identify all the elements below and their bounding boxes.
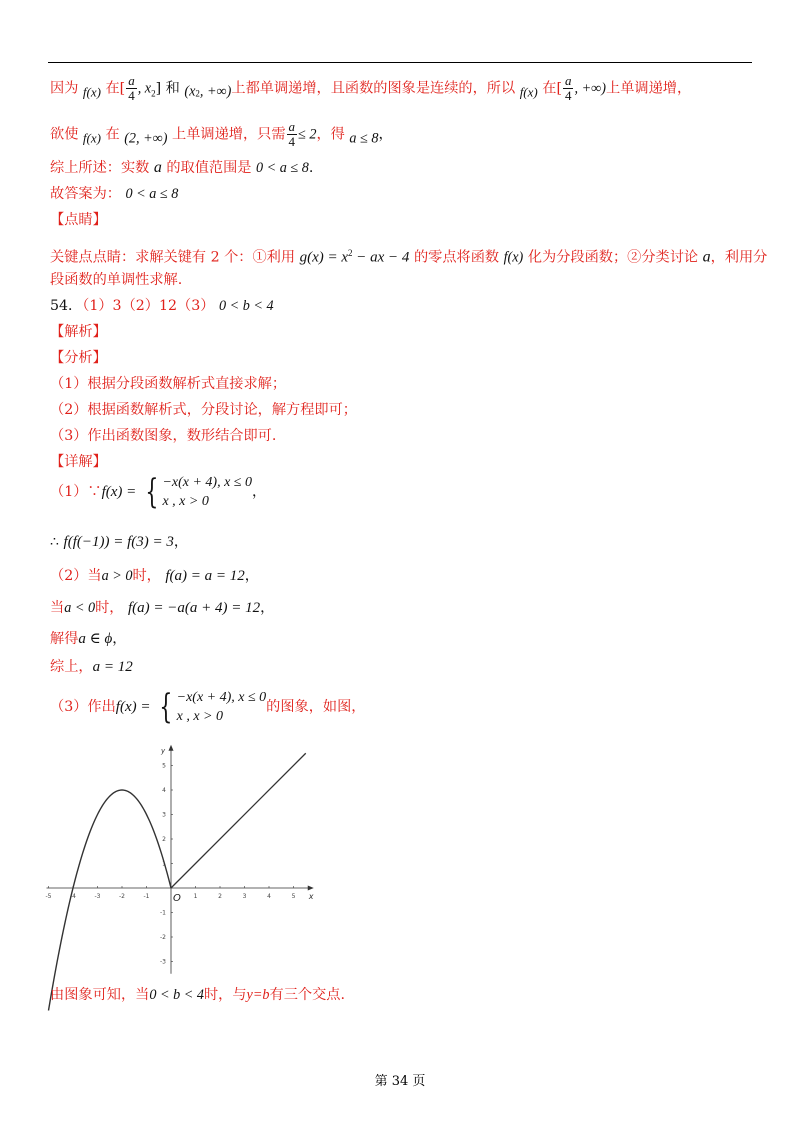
math: a < 0: [64, 600, 96, 616]
prev-line-4: [50, 184, 178, 204]
piecewise-function: { −x(x + 4), x ≤ 0 x , x > 0: [145, 472, 252, 512]
text: 当: [50, 600, 65, 616]
text: 欲使: [50, 126, 79, 143]
math: (x: [184, 83, 196, 100]
section-jiexi: 【解析】: [50, 324, 107, 340]
x-axis-arrow: [308, 886, 314, 891]
math-var: a: [153, 159, 162, 176]
text: ，: [244, 568, 259, 584]
step-1: （1）根据分段函数解析式直接求解；: [50, 376, 287, 392]
text: ，: [112, 631, 127, 647]
math: a ∈ ϕ: [78, 631, 113, 647]
text: .: [308, 160, 314, 176]
text: （2）当: [50, 568, 102, 584]
text: ，: [378, 126, 393, 143]
x-tick-label: 3: [242, 893, 247, 900]
math: g(x) = x: [299, 249, 349, 266]
y-tick-label: 4: [162, 787, 166, 794]
text: 有三个交点.: [269, 987, 345, 1003]
y-tick-label: 1: [162, 860, 166, 868]
math-fx: f(x): [503, 249, 524, 266]
function-graph: [40, 746, 314, 974]
text: （1）∵: [50, 484, 102, 500]
header-rule: [48, 62, 752, 63]
page-number: 第 34 页: [374, 1074, 426, 1089]
text: 时，与: [203, 987, 247, 1003]
text: 在: [105, 126, 120, 143]
prev-line-7: 段函数的单调性求解.: [50, 272, 183, 288]
step-3: （3）作出函数图象，数形结合即可.: [50, 428, 277, 444]
math: − ax − 4: [352, 249, 410, 266]
prev-line-2: [50, 120, 393, 149]
x-tick-label: -1: [143, 893, 150, 900]
text: ∴: [50, 534, 64, 550]
x-tick-label: 4: [267, 893, 271, 900]
math: f(a) = −a(a + 4) = 12: [127, 600, 261, 616]
math: , +∞): [199, 83, 232, 100]
math: 0 < b < 4: [149, 987, 204, 1003]
text: 关键点点睛：求解关键有 2 个：①利用: [50, 249, 296, 266]
origin-label: O: [173, 893, 181, 904]
series-parabola-curve: [49, 790, 172, 1011]
x-tick-label: 5: [291, 893, 296, 900]
text: 在[: [542, 80, 562, 97]
math: y=b: [246, 987, 270, 1003]
x-tick-label: -5: [45, 893, 52, 900]
solution-6: [50, 657, 133, 677]
series-linear-ray: [171, 753, 306, 888]
text: 时，: [95, 600, 124, 616]
x-tick-label: -3: [94, 893, 101, 900]
text: 故答案为：: [50, 186, 121, 202]
text: ] 和: [155, 80, 180, 97]
text: 在[: [105, 80, 126, 97]
answers: （1）3（2）12（3）: [82, 298, 215, 314]
fraction: $\frac{a}{4}$: [564, 73, 572, 103]
math-var: a: [702, 248, 711, 266]
x-tick-label: 2: [218, 893, 222, 900]
solution-2: [50, 532, 188, 552]
piecewise-function: { −x(x + 4), x ≤ 0 x , x > 0: [159, 687, 267, 727]
fraction: $\frac{a}{4}$: [128, 73, 135, 103]
y-tick-label: -2: [160, 934, 166, 941]
text: 的图象，如图，: [266, 699, 366, 715]
math-fx: f(x) =: [101, 484, 137, 500]
text: ，得: [316, 126, 345, 143]
y-axis-arrow: [169, 745, 174, 751]
solution-5: [50, 629, 126, 649]
solution-1: [50, 473, 266, 511]
text: 综上，: [50, 659, 93, 675]
text: 由图象可知，当: [50, 987, 150, 1003]
text: 上都单调递增，且函数的图象是连续的，所以: [231, 80, 516, 97]
y-tick-label: -1: [160, 909, 166, 917]
math: , x: [137, 80, 152, 97]
prev-line-3: [50, 158, 313, 178]
math: , +∞): [574, 80, 606, 97]
math: a > 0: [101, 568, 133, 584]
solution-7: [50, 688, 366, 726]
section-fenxi: 【分析】: [50, 350, 107, 366]
fraction: $\frac{a}{4}$: [288, 119, 296, 149]
math: 0 < a ≤ 8: [256, 160, 309, 176]
prev-line-1: 因为 f(x) 在[ $\frac{a}{4}$ , $x_2$] 和 ($x_2$, +∞)上都单调递增，且函数的图象是连续的，所以 f(x) 在[ $\frac{a}{4}$ , +∞)上单调递增，: [50, 73, 692, 103]
section-xiangjie: 【详解】: [50, 454, 107, 470]
text: 上单调递增，只需: [172, 126, 286, 143]
text: 因为: [50, 80, 79, 97]
x-axis-label: x: [308, 892, 314, 901]
math: a = 12: [92, 659, 133, 675]
solution-3: [50, 566, 259, 586]
y-tick-label: 3: [162, 811, 166, 819]
x-tick-label: 1: [193, 893, 198, 900]
text: 的零点将函数: [413, 249, 500, 266]
text: 综上所述：实数: [50, 160, 150, 176]
conclusion: [50, 985, 345, 1005]
text: 的取值范围是: [166, 160, 252, 176]
section-dianjing: 【点睛】: [50, 212, 107, 228]
x-tick-label: -4: [70, 893, 76, 900]
prev-line-6: 关键点点睛：求解关键有 2 个：①利用 $g(x) = x^2$ − ax − 4 的零点将函数 f(x) 化为分段函数；②分类讨论 a，利用分: [50, 248, 768, 266]
y-tick-label: 5: [162, 762, 166, 770]
y-axis-label: y: [161, 746, 166, 755]
math: f(a) = a = 12: [165, 568, 245, 584]
math: ≤ 2: [298, 126, 317, 143]
text: 上单调递增，: [606, 80, 692, 97]
q54-header: [50, 296, 274, 316]
text: （3）作出: [50, 699, 116, 715]
math-fx: f(x): [82, 130, 101, 146]
y-tick-label: -3: [160, 958, 166, 966]
step-2: （2）根据函数解析式，分段讨论，解方程即可；: [50, 402, 357, 418]
text: ，: [260, 600, 275, 616]
math-fx: f(x): [519, 84, 538, 100]
text: 时，: [132, 568, 161, 584]
math: (2, +∞): [124, 130, 168, 147]
math: a ≤ 8: [349, 130, 379, 147]
math-fx: f(x) =: [115, 699, 151, 715]
text: ，: [173, 534, 189, 550]
text: 解得: [50, 631, 79, 647]
text: ，利用分: [710, 249, 768, 266]
math: 0 < b < 4: [218, 298, 274, 314]
text: 化为分段函数；②分类讨论: [527, 249, 699, 266]
x-tick-label: -2: [119, 893, 125, 900]
y-tick-label: 2: [162, 836, 166, 843]
math: 0 < a ≤ 8: [125, 186, 179, 202]
question-number: 54．: [50, 298, 83, 314]
math-fx: f(x): [82, 84, 101, 100]
math: f(f(−1)) = f(3) = 3: [63, 534, 174, 550]
text: ，: [251, 484, 267, 500]
solution-4: [50, 598, 274, 618]
